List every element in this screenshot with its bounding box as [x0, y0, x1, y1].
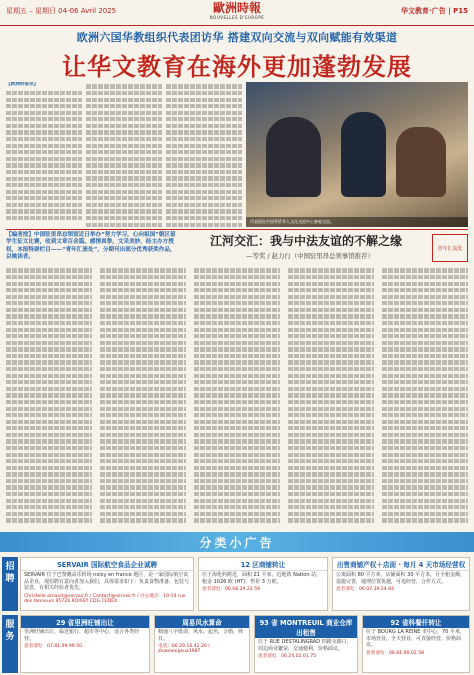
text-lines [86, 84, 162, 226]
second-column-4 [288, 266, 374, 528]
ad-title: 92 省科餐仟转让 [363, 616, 469, 628]
ad-text: SERVAIR 位于巴黎戴高乐机场 noisy en france 地区，是一家国际航空食品企业，现招聘有意向者加入我们，具体要求如下：负责食物准备，包装与装盘，有相关经验者优先。 [24, 572, 190, 592]
ad-title: 出售商铺产权＋店面 · 每月 4 天市场经营权 [333, 558, 469, 571]
person-figure [266, 117, 321, 197]
lead-photo [246, 82, 468, 227]
editor-note: 【编者按】中国驻里昂总领馆近日举办“努力学习，心向祖国”朝区留学生征文比赛，收到文章百余篇。感情真挚，文采美妙，经主办方授权，本报特辟栏目——“青年汇流处”，分期刊出部分优秀获奖作品，以飨读者。 [6, 232, 176, 261]
ad-text: 位于 BOURG LA REINE 市中心，70 平米，市场营业，全天营业，可直接经营，价格面议。 [366, 629, 465, 649]
person-figure [341, 112, 386, 197]
logo-french: NOUVELLES D'EUROPE [209, 15, 265, 20]
text-lines [6, 268, 92, 522]
ad-text: 里洲旺铺出让，临近银行、超市等中心，适合各类经营。 [24, 629, 140, 642]
ad-title: 12 区商铺转让 [199, 558, 327, 571]
lead-byline: 【欧洲时报讯】 [6, 82, 39, 87]
section-divider [6, 229, 468, 230]
ad-contact: 意者请电：06.81.90.02.58 [366, 650, 425, 656]
ad-title: SERVAIR 国际航空食品企业诚聘 [21, 558, 193, 571]
ad-text: 位于海伦药附近，面积 21 平米，近地铁 Nation 站，租金 1026 欧 (HT)，售价 3 万欧。 [202, 572, 322, 585]
ad-text: 位于 RUE DESTALINGRAD 四路交路口，周边商业繁荣，交通便利，价格面议。 [258, 639, 352, 652]
second-byline: —等奖 / 赵力行（中国驻里昂总领事馆推荐） [246, 252, 374, 260]
ad-title: 周易风水算命 [155, 616, 249, 628]
recruit-tag: 招聘 [2, 557, 18, 611]
section-label: 华文教育·广告 | P15 [401, 7, 468, 15]
person-figure [396, 127, 446, 197]
photo-caption: 代表团在中国华侨华人文化交流中心参观交流。 [246, 217, 468, 227]
text-lines [166, 84, 242, 226]
ad-title: 93 省 MONTREUIL 商业仓库出租售 [255, 616, 357, 638]
ad-shop-sale[interactable] [332, 557, 470, 611]
ad-restaurant-92[interactable] [362, 615, 470, 673]
ad-contact: 意者请电：06.07.39.24.64 [336, 587, 395, 593]
lead-headline: 让华文教育在海外更加蓬勃发展 [62, 53, 412, 81]
lead-column-3 [166, 82, 242, 227]
text-lines [6, 91, 82, 220]
logo-chinese: 歐洲時報 [212, 1, 261, 15]
masthead [0, 0, 474, 26]
second-column-5 [382, 266, 468, 528]
ad-fortune[interactable] [154, 615, 250, 673]
lead-column-2 [86, 82, 162, 227]
second-column-2 [100, 266, 186, 528]
ad-contact: 意者请电：06.24.02.01.75 [258, 654, 317, 660]
ad-montreuil[interactable] [254, 615, 358, 673]
lead-column-1 [6, 82, 82, 227]
ad-shop-transfer[interactable] [198, 557, 328, 611]
text-lines [382, 268, 468, 522]
ad-title: 29 省里洲旺铺出让 [21, 616, 149, 628]
lead-article-body [6, 82, 244, 227]
classifieds-banner [0, 532, 474, 552]
ad-servair[interactable] [20, 557, 194, 611]
ad-text: 公寓面积 80 平方米，店铺面积 30 平方米，月全租金额，设施完善，地理位置优越，可追经营，合作方式。 [336, 572, 466, 585]
second-column-1 [6, 266, 92, 528]
newspaper-logo [200, 2, 274, 20]
text-lines [288, 268, 374, 522]
ad-shop-29[interactable] [20, 615, 150, 673]
classifieds-title: 分类小广告 [199, 536, 275, 550]
ad-contact: Christelle.arnault@servair.fr / Contact@servair.fr / 办公地点：10-14 rue des tanneurs 95726 ROISSY CDG CEDEX [24, 593, 186, 604]
ad-contact: 意者请电：07.81.99.99.50 [24, 644, 83, 650]
second-column-3 [194, 266, 280, 528]
ad-contact: 意者请电：06.68.29.22.59 [202, 587, 261, 593]
text-lines [100, 268, 186, 522]
ad-contact: 电话：06.29.16.42.26 / zhaonongkua1987 [158, 644, 210, 655]
second-headline: 江河交汇：我与中法友谊的不解之缘 [209, 234, 402, 248]
services-tag: 服务 [2, 615, 18, 673]
lead-kicker: 欧洲六国华教组织代表团访华 搭建双向交流与双向赋能有效渠道 [76, 31, 398, 44]
text-lines [194, 268, 280, 522]
issue-date: 星期五 – 星期日 04-06 Avril 2025 [6, 7, 117, 15]
ad-text: 精通八字批命，风水，起名，合婚，择日。 [158, 629, 244, 642]
second-article-body [6, 266, 468, 528]
column-badge: 青年汇流处 [432, 234, 468, 262]
